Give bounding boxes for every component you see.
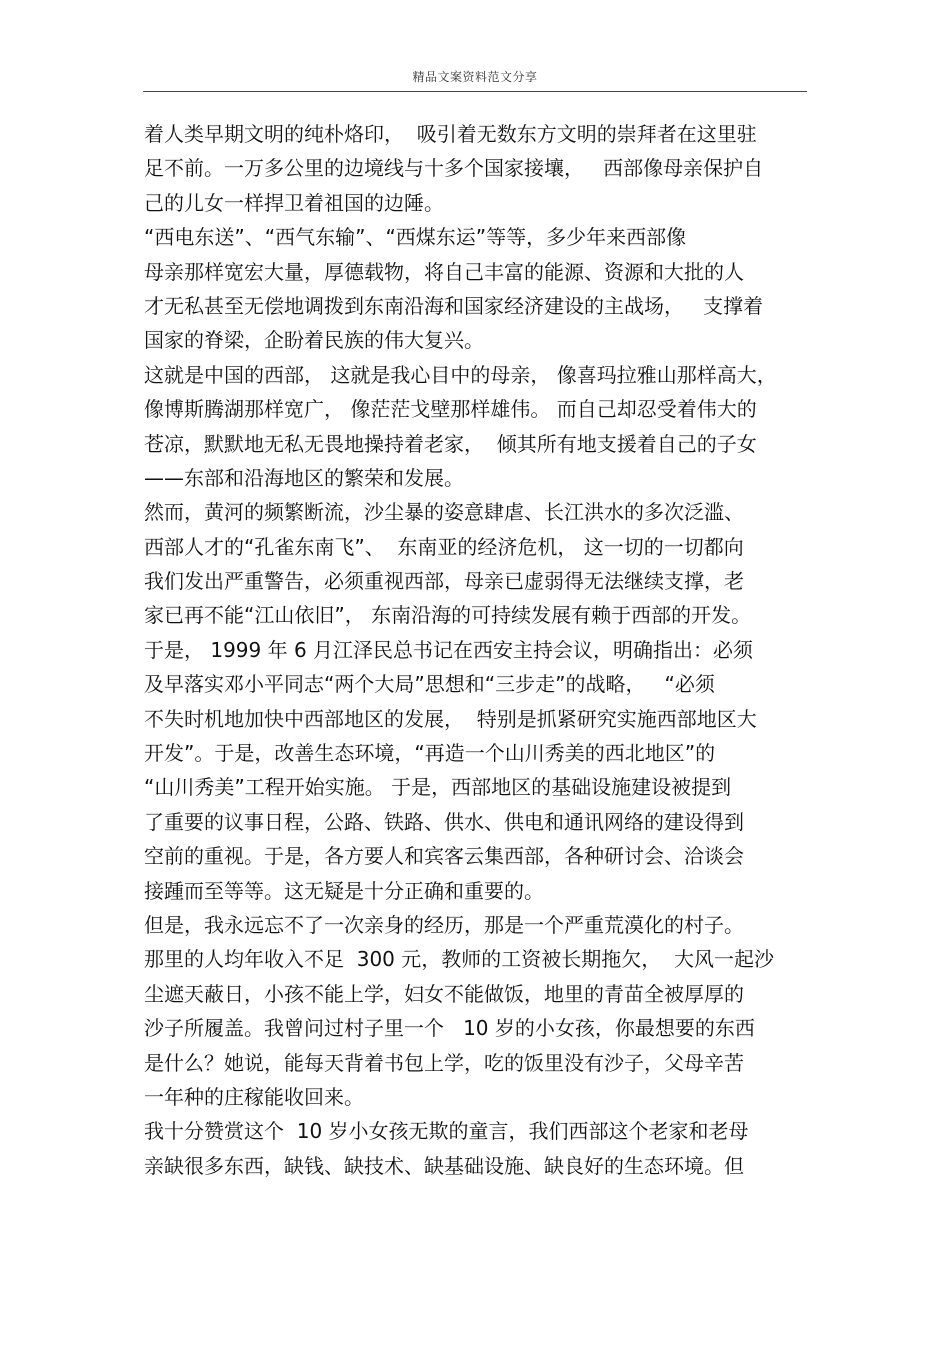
text-line: 接踵而至等等。这无疑是十分正确和重要的。 bbox=[144, 878, 544, 903]
text-line: 是什么？她说，能每天背着书包上学，吃的饭里没有沙子，父母辛苦 bbox=[144, 1050, 744, 1075]
text-line: ——东部和沿海地区的繁荣和发展。 bbox=[144, 465, 464, 490]
text-line: 我十分赞赏这个 10 岁小女孩无欺的童言，我们西部这个老家和老母 bbox=[144, 1119, 749, 1144]
text-line: 我们发出严重警告，必须重视西部，母亲已虚弱得无法继续支撑，老 bbox=[144, 569, 744, 594]
text-line: 开发”。于是，改善生态环境，“再造一个山川秀美的西北地区”的 bbox=[144, 741, 716, 766]
text-line: 苍凉，默默地无私无畏地操持着老家， 倾其所有地支援着自己的子女 bbox=[144, 431, 757, 456]
text-line: 及早落实邓小平同志“两个大局”思想和“三步走”的战略， “必须 bbox=[144, 672, 715, 697]
text-line: 着人类早期文明的纯朴烙印， 吸引着无数东方文明的崇拜者在这里驻 bbox=[144, 122, 757, 146]
text-line: 亲缺很多东西，缺钱、缺技术、缺基础设施、缺良好的生态环境。但 bbox=[144, 1153, 744, 1178]
text-line: 然而，黄河的频繁断流，沙尘暴的姿意肆虐、长江洪水的多次泛滥、 bbox=[144, 500, 744, 525]
text-line: 家已再不能“江山依旧”， 东南沿海的可持续发展有赖于西部的开发。 bbox=[144, 603, 752, 628]
text-line: 才无私甚至无偿地调拨到东南沿海和国家经济建设的主战场， 支撑着 bbox=[144, 293, 764, 318]
text-line: 西部人才的“孔雀东南飞”、 东南亚的经济危机， 这一切的一切都向 bbox=[144, 534, 744, 559]
text-line: 沙子所履盖。我曾问过村子里一个 10 岁的小女孩，你最想要的东西 bbox=[144, 1016, 755, 1041]
text-line: 国家的脊梁，企盼着民族的伟大复兴。 bbox=[144, 328, 484, 353]
text-line: 一年种的庄稼能收回来。 bbox=[144, 1084, 364, 1109]
text-line: 空前的重视。于是，各方要人和宾客云集西部，各种研讨会、洽谈会 bbox=[144, 844, 744, 869]
text-line: 那里的人均年收入不足 300 元，教师的工资被长期拖欠， 大风一起沙 bbox=[144, 947, 774, 972]
text-line: 这就是中国的西部， 这就是我心目中的母亲， 像喜玛拉雅山那样高大， bbox=[144, 362, 777, 387]
text-line: 己的儿女一样捍卫着祖国的边陲。 bbox=[144, 190, 444, 215]
page-header: 精品文案资料范文分享 bbox=[412, 70, 538, 84]
text-line: 母亲那样宽宏大量，厚德载物，将自己丰富的能源、资源和大批的人 bbox=[144, 259, 744, 284]
text-line: 于是， 1999 年 6 月江泽民总书记在西安主持会议，明确指出：必须 bbox=[144, 637, 754, 662]
text-line: 了重要的议事日程，公路、铁路、供水、供电和通讯网络的建设得到 bbox=[144, 809, 744, 834]
header-divider bbox=[143, 91, 807, 92]
text-line: 尘遮天蔽日，小孩不能上学，妇女不能做饭，地里的青苗全被厚厚的 bbox=[144, 981, 744, 1006]
text-line: “山川秀美”工程开始实施。 于是，西部地区的基础设施建设被提到 bbox=[144, 775, 732, 800]
text-line: 足不前。一万多公里的边境线与十多个国家接壤， 西部像母亲保护自 bbox=[144, 156, 764, 181]
text-line: “西电东送”、“西气东输”、“西煤东运”等等，多少年来西部像 bbox=[144, 225, 687, 250]
document-body bbox=[144, 117, 810, 1183]
text-line: 但是，我永远忘不了一次亲身的经历，那是一个严重荒漠化的村子。 bbox=[144, 912, 744, 937]
text-line: 不失时机地加快中西部地区的发展， 特别是抓紧研究实施西部地区大 bbox=[144, 706, 757, 731]
text-line: 像博斯腾湖那样宽广， 像茫茫戈壁那样雄伟。 而自己却忍受着伟大的 bbox=[144, 397, 757, 422]
